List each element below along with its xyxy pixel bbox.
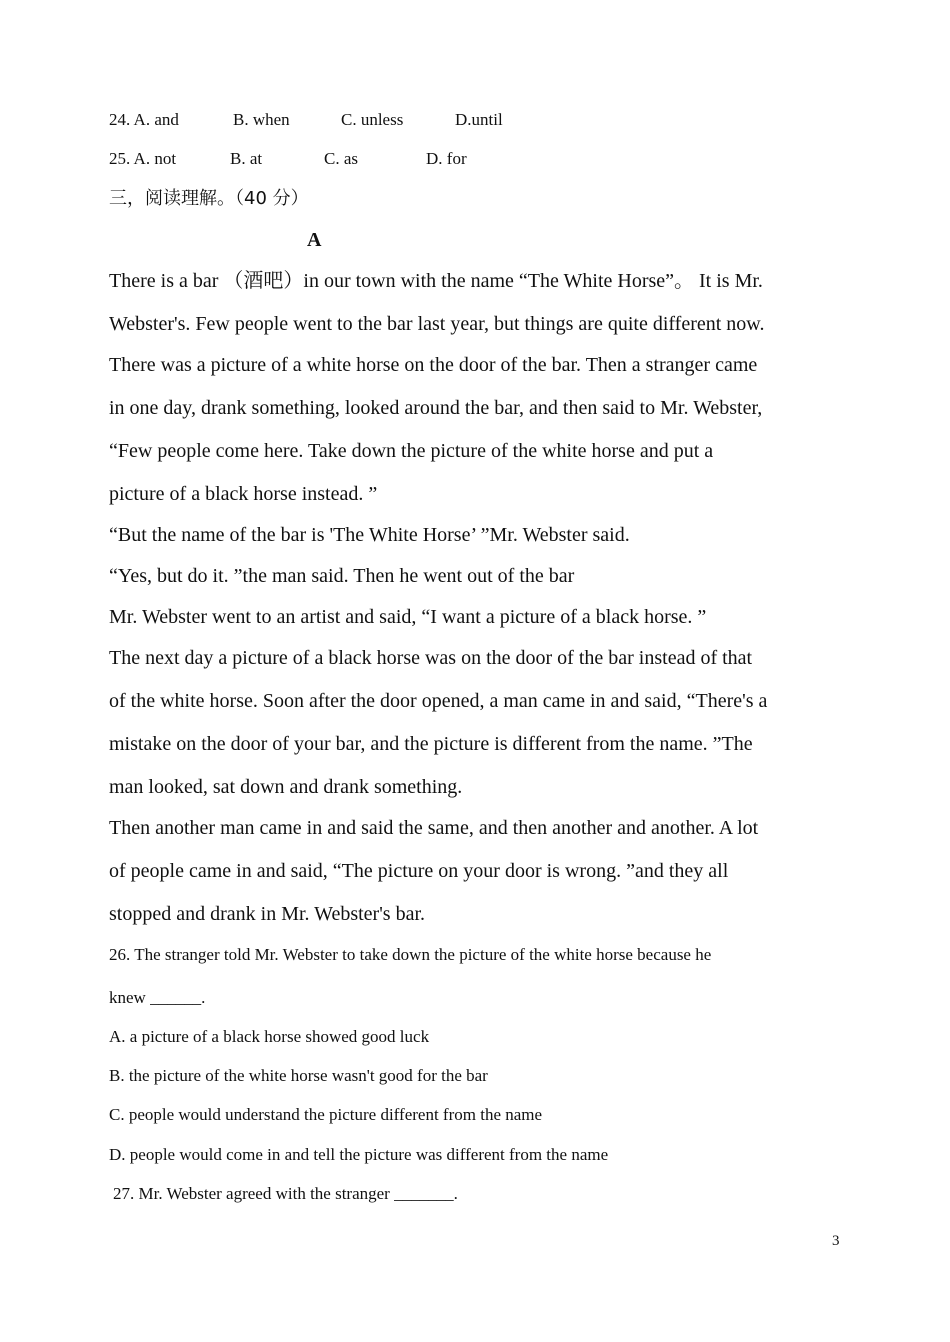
passage-line: “But the name of the bar is 'The White Horse’ ”Mr. Webster said. (109, 524, 630, 546)
passage-line: Then another man came in and said the same, and then another and another. A lot (109, 817, 759, 839)
q26-option-d: D. people would come in and tell the picture was different from the name (109, 1145, 609, 1164)
passage-line: stopped and drank in Mr. Webster's bar. (109, 903, 426, 925)
q26-option-b: B. the picture of the white horse wasn't good for the bar (109, 1066, 488, 1085)
passage-line: Webster's. Few people went to the bar last year, but things are quite different now. (109, 313, 765, 335)
passage-line: There was a picture of a white horse on the door of the bar. Then a stranger came (109, 354, 758, 376)
passage-line: man looked, sat down and drank something. (109, 776, 463, 798)
q25-option-a: 25. A. not (109, 149, 177, 168)
q24-option-d: D.until (455, 110, 503, 129)
passage-line: “Few people come here. Take down the picture of the white horse and put a (109, 440, 714, 462)
passage-line: in one day, drank something, looked around the bar, and then said to Mr. Webster, (109, 397, 763, 419)
q27-stem: 27. Mr. Webster agreed with the stranger _______. (113, 1184, 458, 1203)
page-number: 3 (832, 1233, 840, 1249)
q24-option-b: B. when (233, 110, 290, 129)
q24-option-a: 24. A. and (109, 110, 179, 129)
q24-option-c: C. unless (341, 110, 404, 129)
passage-line: “Yes, but do it. ”the man said. Then he went out of the bar (109, 565, 575, 587)
passage-line: mistake on the door of your bar, and the picture is different from the name. ”The (109, 733, 753, 755)
q26-stem: 26. The stranger told Mr. Webster to take down the picture of the white horse because he (109, 945, 712, 964)
passage-line: There is a bar （酒吧）in our town with the name “The White Horse”。 It is Mr. (109, 270, 763, 292)
passage-line: Mr. Webster went to an artist and said, “I want a picture of a black horse. ” (109, 606, 707, 628)
passage-line: The next day a picture of a black horse was on the door of the bar instead of that (109, 647, 753, 669)
q26-option-c: C. people would understand the picture different from the name (109, 1105, 543, 1124)
q25-option-c: C. as (324, 149, 358, 168)
passage-line: picture of a black horse instead. ” (109, 483, 378, 505)
passage-title: A (307, 229, 322, 251)
passage-line: of the white horse. Soon after the door opened, a man came in and said, “There's a (109, 690, 768, 712)
passage-line: of people came in and said, “The picture on your door is wrong. ”and they all (109, 860, 729, 882)
q25-option-d: D. for (426, 149, 467, 168)
q26-option-a: A. a picture of a black horse showed good luck (109, 1027, 430, 1046)
q25-option-b: B. at (230, 149, 263, 168)
q26-stem-cont: knew ______. (109, 988, 206, 1007)
section-heading: 三，阅读理解。（40 分） (109, 188, 309, 209)
